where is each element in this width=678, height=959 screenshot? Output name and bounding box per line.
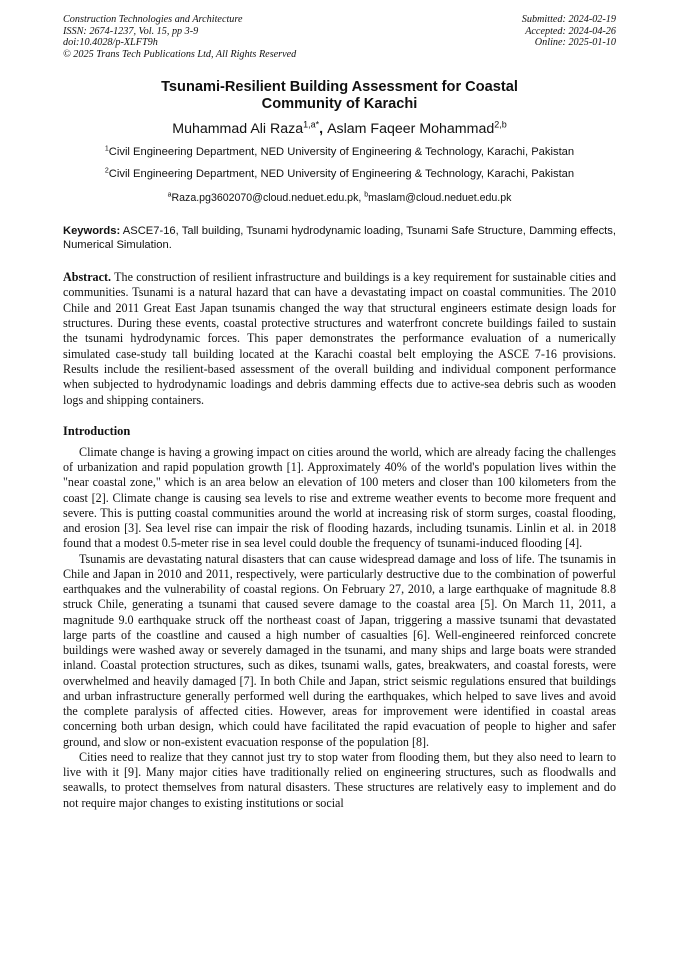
email-b-link[interactable]: maslam@cloud.neduet.edu.pk [368, 192, 512, 205]
abstract-label: Abstract. [63, 270, 112, 285]
keywords-block [63, 225, 616, 252]
journal-info [63, 14, 296, 60]
journal-name: Construction Technologies and Architecture [63, 14, 243, 25]
title-line-2: Community of Karachi [261, 96, 418, 113]
abstract-block [63, 270, 616, 408]
affiliation-1 [63, 145, 616, 159]
affiliation-2 [63, 167, 616, 181]
keywords-text: ASCE7-16, Tall building, Tsunami hydrodynamic loading, Tsunami Safe Structure, Damming effects, Numerical Simulation. [63, 225, 616, 251]
author-list [63, 120, 616, 138]
affiliation-2-mark: 2 [104, 167, 109, 175]
abstract-text: The construction of resilient infrastructure and buildings is a key requirement for sustainable cities and communities. Tsunami is a natural hazard that can have a devastating impact on coastal communities. The 2010 Chile and 2011 Great East Japan tsunamis changed the way that structural engineers estimate design loads for structures. During these events, coastal protective structures and waterfront concrete buildings failed to sustain the tsunami hydrodynamic forces. This paper demonstrates the performance evaluation of a numerically simulated case-study tall building located at the Karachi coastal belt employing the ASCE 7-16 provisions. Results include the resilient-based assessment of the overall building and individual component performance when subjected to hydrodynamic loadings and debris damming effects due to active-sea debris such as wooden logs and shipping containers. [63, 270, 616, 407]
affiliation-1-mark: 1 [104, 145, 109, 153]
author-2-name: Aslam Faqeer Mohammad [327, 121, 495, 138]
issn-line: ISSN: 2674-1237, Vol. 15, pp 3-9 [63, 25, 199, 37]
affiliation-2-text: Civil Engineering Department, NED University of Engineering & Technology, Karachi, Pakistan [108, 168, 575, 181]
author-2-marks: 2,b [494, 119, 507, 130]
author-separator: , [319, 121, 328, 138]
author-emails [63, 191, 616, 205]
title-line-1: Tsunami-Resilient Building Assessment for Coastal [161, 79, 518, 96]
author-1-marks: 1,a* [303, 119, 320, 130]
keywords-label: Keywords: [63, 225, 121, 238]
online-date: Online: 2025-01-10 [534, 37, 616, 49]
email-b-mark: b [364, 191, 369, 199]
paper-title [63, 79, 616, 113]
intro-paragraph-3: Cities need to realize that they cannot just try to stop water from flooding them, but they also need to learn to live with it [9]. Many major cities have traditionally relied on engineering structures, such as floodwalls and seawalls, to protect themselves from natural disasters. These structures are relatively easy to implement and do not require major changes to existing institutions or social [63, 749, 616, 810]
doi-line[interactable]: doi:10.4028/p-XLFT9h [63, 37, 158, 49]
dates-info [522, 14, 616, 60]
copyright-line: © 2025 Trans Tech Publications Ltd, All Rights Reserved [63, 48, 297, 60]
email-a-mark: a [167, 191, 172, 199]
affiliation-1-text: Civil Engineering Department, NED University of Engineering & Technology, Karachi, Pakistan [108, 146, 575, 159]
intro-paragraph-1: Climate change is having a growing impact on cities around the world, which are already facing the challenges of urbanization and rapid population growth [1]. Approximately 40% of the world's population lives within the "near coastal zone," which is an area below an elevation of 100 meters and closer than 100 kilometers from the coast [2]. Climate change is causing sea levels to rise and extreme weather events to become more frequent and severe. This is putting coastal communities around the world at increasing risk of storm surges, coastal flooding, and erosion [3]. Sea level rise can impair the risk of flooding hazards, including tsunamis. Linlin et al. in 2018 found that a modest 0.5-meter rise in sea level could double the frequency of tsunami-induced flooding [4]. [63, 444, 616, 551]
email-a-link[interactable]: Raza.pg3602070@cloud.neduet.edu.pk, [171, 192, 365, 205]
publication-header [63, 14, 616, 60]
author-1-name: Muhammad Ali Raza [172, 121, 304, 138]
introduction-heading: Introduction [63, 423, 131, 438]
accepted-date: Accepted: 2024-04-26 [525, 25, 616, 37]
intro-paragraph-2: Tsunamis are devastating natural disasters that can cause widespread damage and loss of life. The tsunamis in Chile and Japan in 2010 and 2011, respectively, were particularly destructive due to the combination of powerful earthquakes and the vulnerability of coastal regions. On February 27, 2010, a large earthquake of magnitude 8.8 struck Chile, generating a tsunami that caused severe damage to the coastal area [5]. On March 11, 2011, a magnitude 9.0 earthquake struck off the northeast coast of Japan, triggering a massive tsunami that devastated large parts of the coastline and caused a high number of casualties [6]. Well-engineered reinforced concrete buildings were washed away or severely damaged in the tsunami, and many ships and large boats were stranded inland. Coastal protection structures, such as dikes, tsunami walls, gates, breakwaters, and coastal forests, were overwhelmed and heavily damaged [7]. In both Chile and Japan, strict seismic regulations ensured that buildings and urban infrastructure generally performed well during the earthquakes, which helped to save lives and avoid the complete paralysis of affected cities. However, areas for improvement were identified in coastal areas concerning both urban design, which could have facilitated the rapid evacuation of people to higher and safer ground, and slow or non-existent evacuation response of the population [8]. [63, 551, 616, 749]
submitted-date: Submitted: 2024-02-19 [521, 14, 616, 25]
